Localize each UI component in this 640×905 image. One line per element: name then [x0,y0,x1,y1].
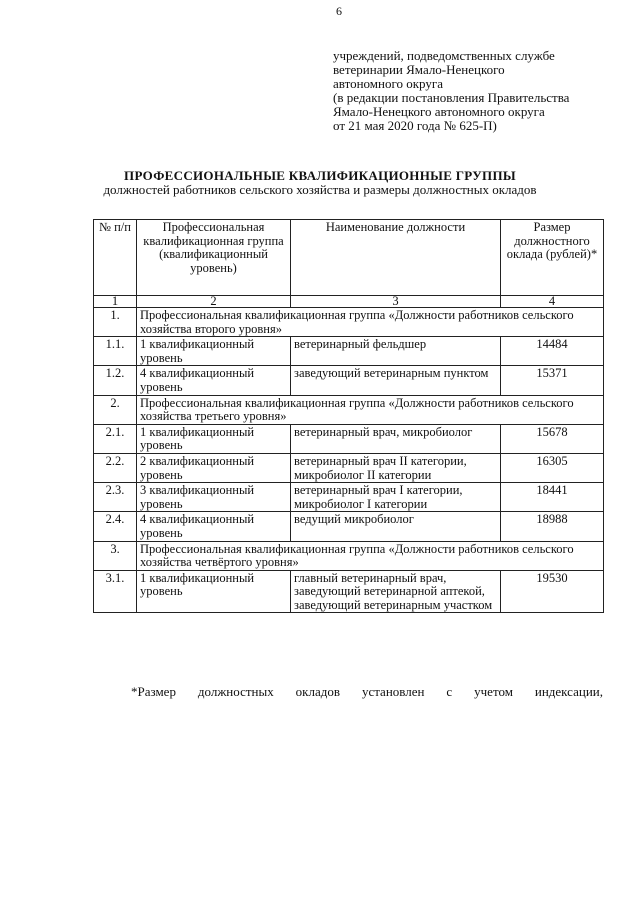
table-group-row [94,308,604,337]
group-title: Профессиональная квалификационная группа «Должности работников сельского хозяйства третьего уровня» [137,395,604,424]
row-number: 2.1. [94,424,137,453]
header-line: от 21 мая 2020 года № 625-П) [333,118,497,133]
table-row [94,512,604,541]
row-number: 3.1. [94,570,137,613]
salary-value: 15678 [501,424,604,453]
qualification-level: 4 квалификационный уровень [137,512,291,541]
footnote: *Размер должностных окладов установлен с учетом индексации, [131,684,603,699]
header-line: автономного округа [333,76,443,91]
row-number: 1.1. [94,337,137,366]
column-header-group: Профессиональная квалификационная группа (квалификационный уровень) [137,220,291,296]
page-number: 6 [336,4,342,18]
table-row [94,453,604,482]
row-number: 2.2. [94,453,137,482]
position-name: ведущий микробиолог [291,512,501,541]
table-group-row [94,541,604,570]
column-number: 3 [291,296,501,308]
position-name: ветеринарный врач II категории, микробиолог II категории [291,453,501,482]
row-number: 2. [94,395,137,424]
qualification-level: 1 квалификационный уровень [137,424,291,453]
position-name: ветеринарный фельдшер [291,337,501,366]
column-number-row [94,296,604,308]
qualification-level: 1 квалификационный уровень [137,570,291,613]
group-title: Профессиональная квалификационная группа «Должности работников сельского хозяйства четвёртого уровня» [137,541,604,570]
salary-value: 14484 [501,337,604,366]
table-group-row [94,395,604,424]
table-row [94,483,604,512]
group-title: Профессиональная квалификационная группа «Должности работников сельского хозяйства второго уровня» [137,308,604,337]
position-name: ветеринарный врач I категории, микробиолог I категории [291,483,501,512]
qualification-level: 3 квалификационный уровень [137,483,291,512]
position-name: главный ветеринарный врач, заведующий ветеринарной аптекой, заведующий ветеринарным участком [291,570,501,613]
salary-value: 18441 [501,483,604,512]
salary-value: 18988 [501,512,604,541]
row-number: 2.3. [94,483,137,512]
header-line: учреждений, подведомственных службе [333,48,555,63]
column-header-number: № п/п [94,220,137,296]
table-row [94,337,604,366]
column-number: 2 [137,296,291,308]
qualification-level: 2 квалификационный уровень [137,453,291,482]
salary-value: 16305 [501,453,604,482]
table-header-row [94,220,604,296]
table-row [94,366,604,395]
row-number: 2.4. [94,512,137,541]
column-header-salary: Размер должностного оклада (рублей)* [501,220,604,296]
salary-value: 19530 [501,570,604,613]
position-name: ветеринарный врач, микробиолог [291,424,501,453]
document-header [333,49,569,133]
column-header-position: Наименование должности [291,220,501,296]
salary-table [93,219,604,613]
document-subtitle: должностей работников сельского хозяйства и размеры должностных окладов [103,182,537,197]
row-number: 3. [94,541,137,570]
qualification-level: 1 квалификационный уровень [137,337,291,366]
row-number: 1.2. [94,366,137,395]
salary-value: 15371 [501,366,604,395]
position-name: заведующий ветеринарным пунктом [291,366,501,395]
header-line: ветеринарии Ямало-Ненецкого [333,62,505,77]
table-row [94,570,604,613]
table-row [94,424,604,453]
row-number: 1. [94,308,137,337]
qualification-level: 4 квалификационный уровень [137,366,291,395]
document-title: ПРОФЕССИОНАЛЬНЫЕ КВАЛИФИКАЦИОННЫЕ ГРУППЫ [124,168,516,183]
header-line: (в редакции постановления Правительства [333,90,570,105]
column-number: 1 [94,296,137,308]
column-number: 4 [501,296,604,308]
header-line: Ямало-Ненецкого автономного округа [333,104,545,119]
